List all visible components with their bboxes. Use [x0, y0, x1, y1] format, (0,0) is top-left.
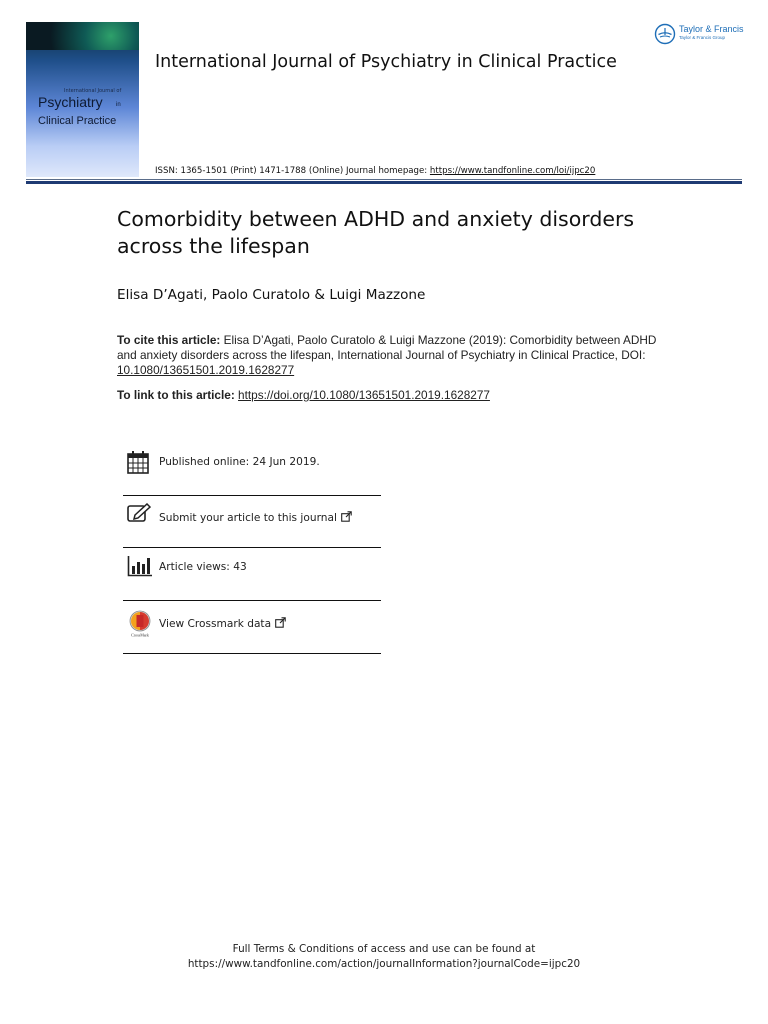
cover-in-text: in	[116, 102, 121, 108]
submit-text[interactable]: Submit your article to this journal	[159, 512, 337, 524]
taylor-francis-icon	[654, 23, 676, 49]
crossmark-icon	[127, 610, 153, 642]
issn-line	[155, 166, 595, 176]
cover-sub-text: Clinical Practice	[38, 115, 117, 127]
cover-image-band	[26, 22, 139, 50]
journal-cover	[26, 22, 139, 177]
views-text: Article views: 43	[159, 561, 247, 573]
crossmark-row[interactable]	[123, 605, 381, 655]
footer-terms-url[interactable]: https://www.tandfonline.com/action/journalInformation?journalCode=ijpc20	[187, 958, 581, 970]
footer-line-1: Full Terms & Conditions of access and use can be found at	[232, 943, 536, 955]
crossmark-text[interactable]: View Crossmark data	[159, 618, 272, 630]
cover-small-text: International Journal of	[64, 88, 122, 94]
info-separator	[123, 495, 381, 496]
citation-text: Elisa D’Agati, Paolo Curatolo & Luigi Mazzone (2019): Comorbidity between ADHD and anxiety disorders across the lifespan, International Journal of Psychiatry in Clinical Practice, DOI:	[117, 333, 657, 362]
info-separator	[123, 600, 381, 601]
crossmark-link[interactable]	[159, 617, 286, 631]
header-rule-thick	[26, 181, 742, 184]
published-row	[123, 447, 381, 497]
views-row	[123, 552, 381, 602]
calendar-icon	[127, 450, 149, 478]
publisher-name: Taylor & Francis	[679, 24, 744, 34]
citation-label: To cite this article:	[117, 333, 221, 347]
journal-title: International Journal of Psychiatry in Clinical Practice	[155, 52, 617, 72]
publisher-group: Taylor & Francis Group	[679, 35, 726, 40]
submit-link[interactable]	[159, 511, 352, 525]
publisher-logo[interactable]	[654, 22, 754, 46]
article-authors: Elisa D’Agati, Paolo Curatolo & Luigi Mazzone	[117, 287, 426, 303]
submit-row[interactable]	[123, 500, 381, 550]
external-link-icon	[341, 511, 352, 525]
citation-block	[117, 333, 657, 378]
journal-homepage-link[interactable]: https://www.tandfonline.com/loi/ijpc20	[429, 166, 596, 176]
bar-chart-icon	[127, 555, 153, 581]
crossmark-logo-text: CrossMark	[131, 632, 149, 638]
info-separator	[123, 653, 381, 654]
info-separator	[123, 547, 381, 548]
article-link-label: To link to this article:	[117, 388, 239, 402]
issn-text: ISSN: 1365-1501 (Print) 1471-1788 (Online) Journal homepage:	[155, 166, 430, 176]
edit-icon	[127, 503, 151, 527]
article-link-line	[117, 388, 490, 402]
terms-footer	[0, 942, 768, 972]
article-title: Comorbidity between ADHD and anxiety disorders across the lifespan	[117, 207, 635, 258]
published-text: Published online: 24 Jun 2019.	[159, 456, 320, 468]
external-link-icon	[275, 617, 286, 631]
cover-big-text: Psychiatry	[38, 94, 103, 110]
doi-link[interactable]: 10.1080/13651501.2019.1628277	[117, 363, 295, 377]
article-doi-url[interactable]: https://doi.org/10.1080/13651501.2019.1628277	[238, 388, 490, 402]
header-rule-thin	[26, 179, 742, 180]
